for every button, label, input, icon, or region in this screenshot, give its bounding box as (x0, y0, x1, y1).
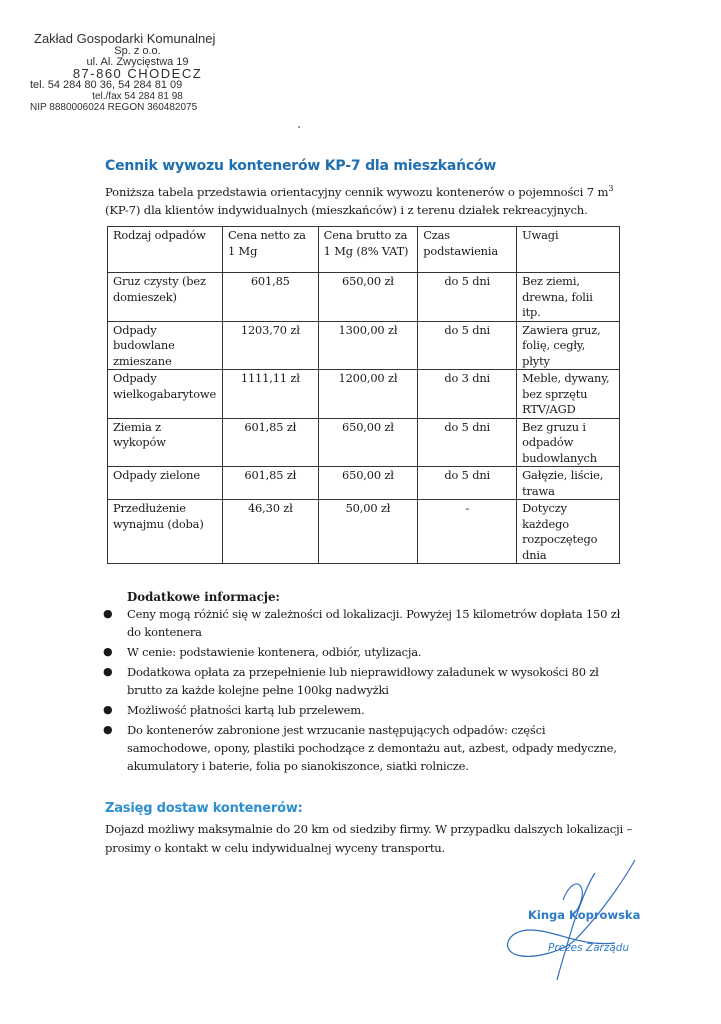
table-header-row (108, 227, 620, 273)
stamp-fax: tel./fax 54 284 81 98 (92, 91, 183, 102)
cell-net-price: 1111,11 zł (222, 370, 318, 419)
cell-waste-type: Gruz czysty (bez domieszek) (108, 273, 223, 322)
table-row (108, 467, 620, 500)
intro-text-start: Poniższa tabela przedstawia orientacyjny cennik wywozu kontenerów o pojemności 7 m (105, 185, 609, 199)
cell-gross-price: 650,00 zł (318, 467, 418, 500)
cell-net-price: 46,30 zł (222, 500, 318, 564)
cell-net-price: 601,85 (222, 273, 318, 322)
list-item-text: Ceny mogą różnić się w zależności od lokalizacji. Powyżej 15 kilometrów dopłata 150 zł do kontenera (127, 607, 621, 639)
cell-notes: Zawiera gruz, folię, cegły, płyty (517, 321, 620, 370)
cell-notes: Gałęzie, liście, trawa (517, 467, 620, 500)
cell-waste-type: Odpady budowlane zmieszane (108, 321, 223, 370)
header-waste-type: Rodzaj odpadów (108, 227, 223, 273)
bullet-icon: ● (103, 723, 113, 736)
delivery-range-text: Dojazd możliwy maksymalnie do 20 km od siedziby firmy. W przypadku dalszych lokalizacji – prosimy o kontakt w celu indywidualnej wyceny transportu. (105, 822, 633, 855)
cell-gross-price: 650,00 zł (318, 418, 418, 467)
additional-info-list (103, 605, 623, 777)
scan-speck (298, 126, 300, 128)
cell-delivery-time: do 5 dni (418, 273, 517, 322)
list-item (103, 663, 623, 699)
stamp-phones: tel. 54 284 80 36, 54 284 81 09 (30, 79, 183, 91)
table-row (108, 500, 620, 564)
list-item (103, 721, 623, 775)
list-item (103, 701, 623, 719)
list-item-text: W cenie: podstawienie kontenera, odbiór, utylizacja. (127, 645, 422, 659)
stamp-street: ul. Al. Zwycięstwa 19 (86, 56, 189, 68)
company-stamp (30, 32, 245, 113)
cell-delivery-time: - (418, 500, 517, 564)
bullet-icon: ● (103, 645, 113, 658)
cell-gross-price: 1300,00 zł (318, 321, 418, 370)
bullet-icon: ● (103, 665, 113, 678)
list-item-text: Do kontenerów zabronione jest wrzucanie następujących odpadów: części samochodowe, opony, plastiki pochodzące z demontażu aut, azbest, odpady medyczne, akumulatory i baterie, folia po sianokiszonce, siatki rolnicze. (127, 723, 617, 773)
intro-paragraph (105, 180, 625, 219)
cell-waste-type: Przedłużenie wynajmu (doba) (108, 500, 223, 564)
table-row (108, 273, 620, 322)
stamp-tax-ids: NIP 8880006024 REGON 360482075 (30, 102, 198, 113)
cell-notes: Bez gruzu i odpadów budowlanych (517, 418, 620, 467)
cell-notes: Meble, dywany, bez sprzętu RTV/AGD (517, 370, 620, 419)
stamp-company-name: Zakład Gospodarki Komunalnej (34, 31, 216, 46)
cell-delivery-time: do 3 dni (418, 370, 517, 419)
cell-waste-type: Ziemia z wykopów (108, 418, 223, 467)
stamp-city: 87-860 CHODECZ (72, 66, 203, 81)
pricing-table (107, 226, 620, 564)
cell-notes: Dotyczy każdego rozpoczętego dnia (517, 500, 620, 564)
cell-delivery-time: do 5 dni (418, 418, 517, 467)
cell-delivery-time: do 5 dni (418, 321, 517, 370)
list-item-text: Możliwość płatności kartą lub przelewem. (127, 703, 365, 717)
list-item (103, 605, 623, 641)
bullet-icon: ● (103, 607, 113, 620)
header-delivery-time: Czas podstawienia (418, 227, 517, 273)
cell-waste-type: Odpady zielone (108, 467, 223, 500)
intro-superscript: 3 (608, 184, 614, 193)
page-title: Cennik wywozu kontenerów KP-7 dla mieszkańców (105, 158, 497, 174)
table-row (108, 321, 620, 370)
bullet-icon: ● (103, 703, 113, 716)
header-gross-price: Cena brutto za 1 Mg (8% VAT) (318, 227, 418, 273)
delivery-range-heading: Zasięg dostaw kontenerów: (105, 801, 303, 816)
cell-gross-price: 650,00 zł (318, 273, 418, 322)
signatory-name: Kinga Koprowska (528, 908, 641, 922)
header-notes: Uwagi (517, 227, 620, 273)
table-row (108, 418, 620, 467)
stamp-legal-form: Sp. z o.o. (114, 45, 161, 57)
signatory-role: Prezes Zarządu (548, 942, 630, 954)
cell-gross-price: 50,00 zł (318, 500, 418, 564)
intro-text-end: (KP-7) dla klientów indywidualnych (mieszkańców) i z terenu działek rekreacyjnych. (105, 203, 588, 217)
list-item (103, 643, 623, 661)
cell-delivery-time: do 5 dni (418, 467, 517, 500)
cell-gross-price: 1200,00 zł (318, 370, 418, 419)
signature-block (495, 855, 660, 980)
cell-net-price: 601,85 zł (222, 467, 318, 500)
header-net-price: Cena netto za 1 Mg (222, 227, 318, 273)
cell-net-price: 1203,70 zł (222, 321, 318, 370)
cell-notes: Bez ziemi, drewna, folii itp. (517, 273, 620, 322)
additional-info-heading: Dodatkowe informacje: (127, 590, 280, 604)
cell-net-price: 601,85 zł (222, 418, 318, 467)
table-row (108, 370, 620, 419)
list-item-text: Dodatkowa opłata za przepełnienie lub nieprawidłowy załadunek w wysokości 80 zł brutto za każde kolejne pełne 100kg nadwyżki (127, 665, 599, 697)
cell-waste-type: Odpady wielkogabarytowe (108, 370, 223, 419)
